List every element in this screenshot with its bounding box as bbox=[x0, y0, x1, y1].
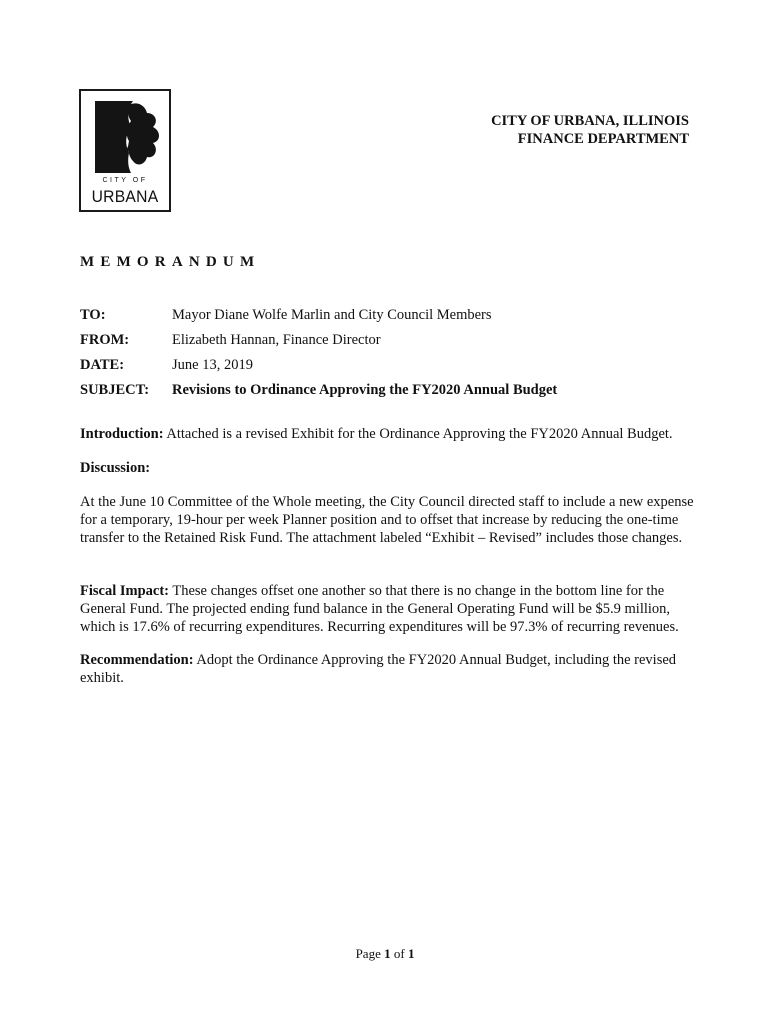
page-current: 1 bbox=[384, 946, 391, 961]
subject-value: Revisions to Ordinance Approving the FY2020 Annual Budget bbox=[172, 382, 558, 398]
page-of: of bbox=[393, 946, 405, 961]
logo-city-of-text: CITY OF bbox=[102, 177, 148, 184]
discussion-paragraph: At the June 10 Committee of the Whole meeting, the City Council directed staff to include a new expense for a temporary, 19-hour per week Planner position and to offset that increase by reducing the one-time transfer to the Retained Risk Fund. The attachment labeled “Exhibit – Revised” includes those changes. bbox=[80, 494, 694, 546]
introduction-label: Introduction: bbox=[80, 426, 164, 442]
date-label: DATE: bbox=[80, 357, 125, 373]
discussion-heading bbox=[80, 459, 695, 477]
introduction-text: Attached is a revised Exhibit for the Ordinance Approving the FY2020 Annual Budget. bbox=[166, 426, 673, 442]
recommendation-text: Adopt the Ordinance Approving the FY2020 Annual Budget, including the revised exhibit. bbox=[80, 652, 677, 686]
oak-leaf-icon bbox=[81, 91, 169, 175]
page-number bbox=[0, 946, 770, 962]
subject-label: SUBJECT: bbox=[80, 382, 150, 398]
org-city-line: CITY OF URBANA, ILLINOIS bbox=[491, 113, 689, 129]
memo-title: MEMORANDUM bbox=[80, 254, 261, 270]
fiscal-impact-label: Fiscal Impact: bbox=[80, 583, 169, 599]
discussion-label: Discussion: bbox=[80, 460, 151, 476]
to-value: Mayor Diane Wolfe Marlin and City Council Members bbox=[172, 307, 492, 323]
from-value: Elizabeth Hannan, Finance Director bbox=[172, 332, 381, 348]
city-logo bbox=[79, 89, 171, 212]
recommendation-paragraph bbox=[80, 651, 695, 687]
from-label: FROM: bbox=[80, 332, 130, 348]
to-label: TO: bbox=[80, 307, 106, 323]
fiscal-impact-text: These changes offset one another so that there is no change in the bottom line for the General Fund. The projected ending fund balance in the General Operating Fund will be $5.9 million, which is 17.6% of recurring expenditures. Recurring expenditures will be 97.3% of recurring revenues. bbox=[80, 583, 679, 635]
page-total: 1 bbox=[407, 946, 415, 961]
introduction-paragraph bbox=[80, 425, 695, 443]
recommendation-label: Recommendation: bbox=[80, 652, 194, 668]
fiscal-impact-paragraph bbox=[80, 582, 695, 636]
page-word: Page bbox=[355, 946, 381, 961]
organization-heading bbox=[491, 112, 689, 148]
logo-urbana-text: URBANA bbox=[91, 187, 159, 206]
date-value: June 13, 2019 bbox=[172, 357, 253, 373]
org-department-line: FINANCE DEPARTMENT bbox=[517, 131, 689, 147]
